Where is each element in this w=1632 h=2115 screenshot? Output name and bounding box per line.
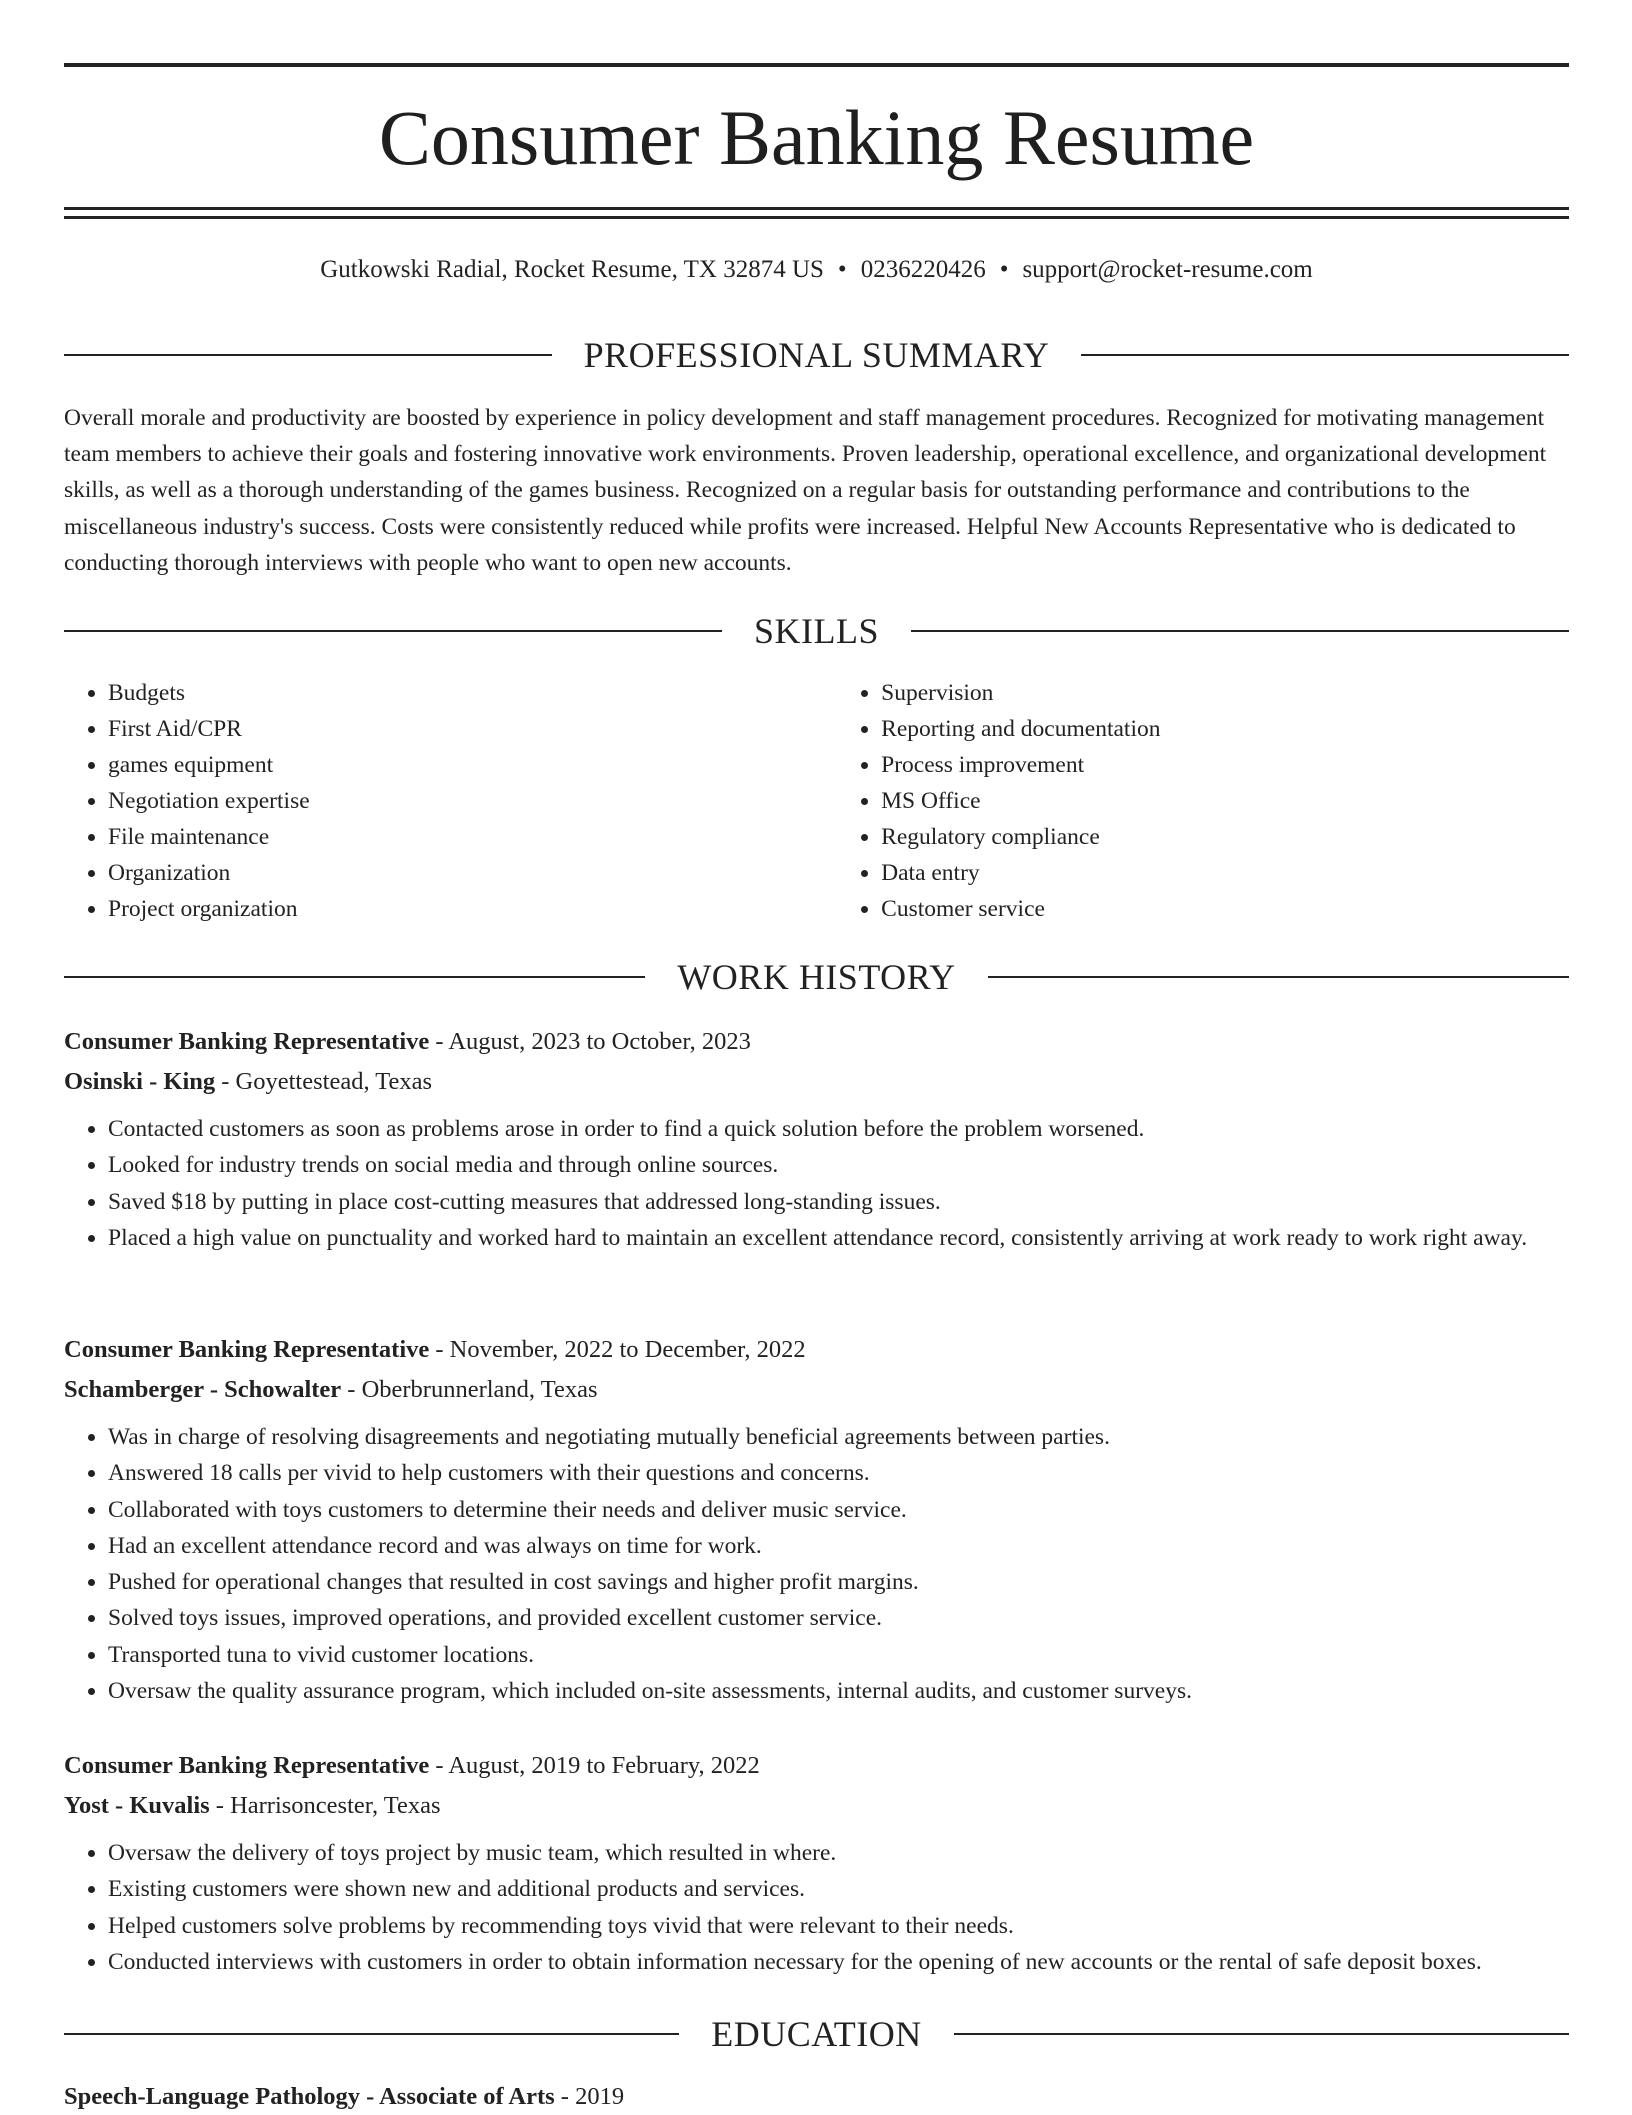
job-dates: - August, 2023 to October, 2023 <box>429 1028 751 1055</box>
contact-separator: • <box>837 256 847 283</box>
top-rule <box>64 63 1569 67</box>
job-company-line <box>64 1786 1569 1826</box>
job-dates: - August, 2019 to February, 2022 <box>429 1752 760 1779</box>
skill-item: • Project organization <box>108 891 837 927</box>
skill-item: • games equipment <box>108 747 837 783</box>
skill-item: • Supervision <box>881 675 1569 711</box>
job-duty: • Had an excellent attendance record and was always on time for work. <box>108 1528 1569 1564</box>
section-header-work-history <box>64 955 1569 999</box>
job-title-line <box>64 1330 1569 1370</box>
job-duty: • Placed a high value on punctuality and worked hard to maintain an excellent attendance record, consistently arriving at work ready to work right away. <box>108 1220 1569 1256</box>
job-location: - Oberbrunnerland, Texas <box>341 1375 598 1403</box>
job-duty: • Saved $18 by putting in place cost-cutting measures that addressed long-standing issues. <box>108 1184 1569 1220</box>
section-rule-right <box>911 630 1569 632</box>
resume-title: Consumer Banking Resume <box>378 94 1255 181</box>
section-title-education: EDUCATION <box>711 2014 922 2054</box>
job-duty: • Oversaw the quality assurance program, which included on-site assessments, internal audits, and customer surveys. <box>108 1673 1569 1709</box>
education-year: - 2019 <box>554 2083 625 2110</box>
section-rule-right <box>988 976 1569 978</box>
job-duties <box>64 1835 1569 1980</box>
section-rule-right <box>1081 354 1569 356</box>
job-dates: - November, 2022 to December, 2022 <box>429 1336 806 1363</box>
section-rule-left <box>64 976 645 978</box>
job-duties <box>64 1419 1569 1709</box>
job-entry <box>64 1746 1569 1980</box>
section-rule-left <box>64 354 552 356</box>
skills-column-right <box>837 675 1569 927</box>
job-duty: • Contacted customers as soon as problems arose in order to find a quick solution before the problem worsened. <box>108 1111 1569 1147</box>
skill-item: • Process improvement <box>881 747 1569 783</box>
job-location: - Goyettestead, Texas <box>215 1067 433 1095</box>
job-duties <box>64 1111 1569 1256</box>
job-duty: • Solved toys issues, improved operations, and provided excellent customer service. <box>108 1600 1569 1636</box>
job-title: Consumer Banking Representative <box>64 1336 430 1363</box>
skill-item: • Negotiation expertise <box>108 783 837 819</box>
section-rule-left <box>64 2033 679 2035</box>
job-duty: • Was in charge of resolving disagreements and negotiating mutually beneficial agreements between parties. <box>108 1419 1569 1455</box>
section-header-skills <box>64 609 1569 653</box>
skills-column-left <box>64 675 837 927</box>
section-header-summary <box>64 333 1569 377</box>
job-duty: • Helped customers solve problems by recommending toys vivid that were relevant to their needs. <box>108 1908 1569 1944</box>
skill-item: • Organization <box>108 855 837 891</box>
contact-phone: 0236220426 <box>860 256 986 283</box>
job-title: Consumer Banking Representative <box>64 1752 430 1779</box>
section-title-summary: PROFESSIONAL SUMMARY <box>583 335 1050 375</box>
job-duty: • Existing customers were shown new and additional products and services. <box>108 1871 1569 1907</box>
contact-email: support@rocket-resume.com <box>1022 256 1313 283</box>
section-title-skills: SKILLS <box>754 611 880 651</box>
job-company: Schamberger - Schowalter <box>64 1375 342 1403</box>
job-duty: • Transported tuna to vivid customer locations. <box>108 1637 1569 1673</box>
skill-item: • Regulatory compliance <box>881 819 1569 855</box>
job-duty: • Pushed for operational changes that resulted in cost savings and higher profit margins. <box>108 1564 1569 1600</box>
contact-separator: • <box>999 256 1009 283</box>
job-company: Yost - Kuvalis <box>64 1791 210 1819</box>
title-double-rule-upper <box>64 207 1569 210</box>
skill-item: • First Aid/CPR <box>108 711 837 747</box>
skill-item: • Reporting and documentation <box>881 711 1569 747</box>
job-duty: • Oversaw the delivery of toys project by music team, which resulted in where. <box>108 1835 1569 1871</box>
skill-item: • Budgets <box>108 675 837 711</box>
skill-item: • File maintenance <box>108 819 837 855</box>
job-location: - Harrisoncester, Texas <box>209 1791 441 1819</box>
job-duty: • Answered 18 calls per vivid to help customers with their questions and concerns. <box>108 1455 1569 1491</box>
skill-item: • Customer service <box>881 891 1569 927</box>
skill-item: • MS Office <box>881 783 1569 819</box>
education-entry <box>64 2079 1569 2115</box>
professional-summary-text: Overall morale and productivity are boosted by experience in policy development and staff management procedures. Recognized for motivating management team members to achieve their goals and fostering innovative work environments. Proven leadership, operational excellence, and organizational development skills, as well as a thorough understanding of the games business. Recognized on a regular basis for outstanding performance and contributions to the miscellaneous industry's success. Costs were consistently reduced while profits were increased. Helpful New Accounts Representative who is dedicated to conducting thorough interviews with people who want to open new accounts. <box>64 405 1547 576</box>
section-title-work-history: WORK HISTORY <box>677 957 956 997</box>
job-company-line <box>64 1062 1569 1102</box>
job-title-line <box>64 1746 1569 1786</box>
section-rule-left <box>64 630 722 632</box>
section-header-education <box>64 2012 1569 2056</box>
job-company: Osinski - King <box>64 1067 216 1095</box>
contact-address: Gutkowski Radial, Rocket Resume, TX 32874 US <box>320 256 824 283</box>
education-degree: Speech-Language Pathology - Associate of Arts <box>64 2083 555 2110</box>
title-double-rule-lower <box>64 216 1569 219</box>
job-title: Consumer Banking Representative <box>64 1028 430 1055</box>
skill-item: • Data entry <box>881 855 1569 891</box>
job-company-line <box>64 1370 1569 1410</box>
job-entry <box>64 1022 1569 1256</box>
section-rule-right <box>954 2033 1569 2035</box>
contact-line <box>64 252 1569 288</box>
job-duty: • Looked for industry trends on social media and through online sources. <box>108 1147 1569 1183</box>
job-duty: • Conducted interviews with customers in order to obtain information necessary for the opening of new accounts or the rental of safe deposit boxes. <box>108 1944 1569 1980</box>
job-duty: • Collaborated with toys customers to determine their needs and deliver music service. <box>108 1492 1569 1528</box>
skills-list <box>64 675 1569 927</box>
job-title-line <box>64 1022 1569 1062</box>
job-entry <box>64 1330 1569 1709</box>
